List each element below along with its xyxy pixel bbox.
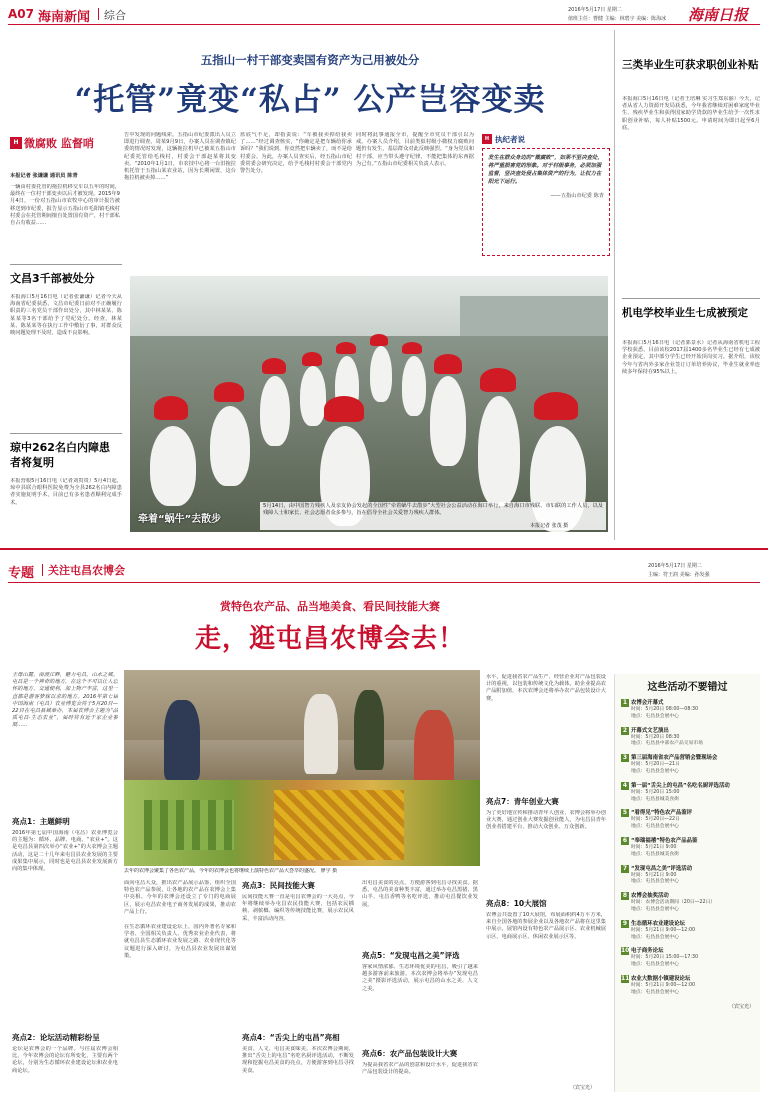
section-name: 海南新闻	[38, 10, 91, 25]
activity-item	[621, 892, 754, 914]
activity-number: 3	[622, 754, 628, 762]
activity-title-text: 电子商务论坛	[631, 948, 664, 955]
activity-title-text: “发现屯昌之美”评选活动	[631, 865, 692, 872]
highlight-5-body: 客家风情浓郁、生态环境优美的屯昌，吸引了越来越多游客前来旅游。本次农博会将举办“发现屯昌之美”摄影评选活动，展示屯昌的山水之美、人文之美。	[362, 964, 478, 992]
section-divider	[98, 8, 99, 20]
activity-item	[621, 975, 754, 997]
activity-number: 5	[622, 809, 628, 817]
activity-title-text: “看得见”特色农产品鉴评	[631, 810, 692, 817]
activity-location: 地点：屯昌县城美食街	[631, 851, 679, 857]
highlight-5-title: 亮点5：“发现屯昌之美”评选	[362, 951, 460, 960]
activity-time: 时间：5月20日 15:00	[631, 789, 680, 795]
newspaper-logo: 海南日报	[688, 6, 749, 24]
activity-time: 时间：5月20日—21日	[631, 762, 680, 768]
activity-title	[621, 865, 754, 873]
special-headline: 走，逛屯昌农博会去！	[194, 624, 465, 654]
activity-location: 地点：屯昌县会展中心	[631, 934, 679, 940]
lead-body-col4: 同时将此事通报全市，提醒全市党员干部引以为戒。办案人员介绍，目前类似村级小微权力腐败问题仍有发生，基层群众对此反映强烈。“身为党员和村干部，应当带头遵守纪律，不能把集体的东西据为己有。”五指山市纪委相关负责人表示。	[356, 132, 474, 167]
activity-title-text: 农博会开幕式	[631, 700, 664, 706]
page-number: A07	[8, 7, 34, 21]
activity-title-text: 农业大数据小镇建设论坛	[631, 975, 691, 982]
activities-box	[614, 674, 760, 1092]
activity-time: 时间：5月20日 08:30	[631, 734, 680, 740]
brief-2-body: 本报营根5月16日电（记者刘贵贵）5月4日起，琼中县联合眼科医院免费为全县262名白内障患者实施复明手术，目前已有多名患者顺利完成手术。	[10, 478, 122, 506]
photo-caption: 5月14日，由中国智力残疾人及亲友协会发起的全国性“牵着蜗牛去散步”大型社会公益活动在海口举行，来自海口市残联、市妇联的工作人员，以及残障人士和家长、社会志愿者众多参与，旨在倡导全社会关爱智力残疾人群体。	[260, 502, 606, 530]
section-break	[0, 548, 768, 550]
highlight-col5-text: 水平，促进我省农产品生产、经营企业对产品包装设计的重视，以包装和传统文化为载体，助企业提高农产品附加值，本次农博会还将举办农产品包装设计大赛。	[486, 674, 606, 702]
activity-time: 时间：5月21日 9:00—12:00	[631, 982, 696, 988]
highlight-3-body: 民间技能大赛一直是屯昌农博会的一大亮点，今年将继续举办屯昌农民技能大赛，包括农民插秧、剥槟榔、编织等传统技能比赛，展示农民风采，丰富活动内容。	[242, 894, 354, 922]
right-2-body: 本报海口5月16日电（记者郭景水）记者从海南省机电工程学校获悉，目前该校2017届1400多名毕业生已经有七成被企业预定，其中部分学生已经开始顶岗实习。据介绍，该校今年与省内外多家企业签订订单培养协议，毕业生就业率连续多年保持在95%以上。	[622, 340, 760, 375]
activity-time: 时间：农博会活动期间（20日—22日）	[631, 900, 716, 906]
activity-location: 地点：屯昌县会展中心	[631, 768, 679, 774]
activity-location: 地点：屯昌县中部农产品交易市场	[631, 741, 703, 747]
highlight-4-body: 美食、人文、屯昌美食味美。本次农博会期间，推出“舌尖上的屯昌”名吃名厨评选活动，不断发现和挖掘屯昌美食的亮点，方便游客到屯昌寻找美食。	[242, 1046, 354, 1074]
activity-number: 7	[622, 864, 628, 872]
activity-location: 地点：屯昌县会展中心	[631, 989, 679, 995]
activities-end-note: （宾宝光）	[728, 1003, 754, 1010]
lead-body-col2: 告中发现的问题线索。五指山市纪委派出人员立即进行调查。周某9月9日，办案人员在调查镇纪委的情况时发现，这辆拖拉机早已被某五指山市纪委托管给毛栈村，村委会干部赵某将其变卖。“2010年1月1日，市农技中心将一台旧拖拉机托管于五指山某农业站，因为长期闲置，这台拖拉机被卖掉……”	[124, 132, 236, 182]
highlight-col4-text: 出屯昌美食的亮点，方便游客到屯昌寻找美食。据悉，屯昌的美食种类丰富，通过举办屯昌黑猪、黑山羊、屯昌香鸭等名吃评选，推动屯昌餐饮业发展。	[362, 880, 478, 908]
date: 2016年5月17日 星期二	[568, 7, 622, 13]
activity-title	[621, 975, 754, 983]
activity-number: 1	[622, 699, 628, 706]
lead-kicker: 五指山一村干部变卖国有资产为己用被处分	[200, 53, 420, 67]
special-editors: 主编：符王润 美编：孙发强	[648, 572, 710, 578]
activity-item	[621, 837, 754, 859]
activity-title	[621, 754, 754, 762]
highlight-6-body: 为提高我省农产品的创意和设计水平，促进我省农产品包装设计的提高。	[362, 1062, 478, 1076]
activity-location: 地点：屯昌县会展中心	[631, 824, 679, 830]
column-tag	[10, 136, 102, 170]
highlight-2-title: 亮点2：论坛活动精彩纷呈	[12, 1033, 100, 1042]
activity-number: 6	[622, 836, 628, 844]
quote-tag: 执纪者说	[495, 135, 525, 144]
lead-body-col3: 蓝底气不足，却指责说：“车被我卖掉给我卖了……”经过调查核实，“你确定是把车辆给你承诉吗？”我们说到，你竟然把车辆卖了，而不是给村委会。为此，办案人员查实后，经五指山市纪委常委会研究决定，给予毛栈村村委会干部党内警告处分。	[240, 132, 352, 175]
highlight-6-title: 亮点6：农产品包装设计大赛	[362, 1049, 458, 1058]
activity-title-text: 农博会抽奖活动	[631, 893, 669, 900]
activity-location: 地点：屯昌县会展中心	[631, 906, 679, 912]
lead-byline: 本报记者 张谦谦 通讯员 陈青	[10, 173, 78, 179]
special-date: 2016年5月17日 星期二	[648, 563, 702, 569]
lead-headline: “托管”竟变“私占” 公产岂容变卖	[74, 82, 546, 118]
activity-time: 时间：5月20日—22日	[631, 817, 680, 823]
right-1-title: 三类毕业生可获求职创业补贴	[622, 59, 759, 71]
hk-icon: H	[482, 134, 492, 144]
brief-2-title: 琼中262名白内障患者将复明	[10, 441, 110, 469]
special-rule	[8, 582, 760, 583]
activities-list	[621, 699, 754, 997]
activity-item	[621, 699, 754, 721]
activity-title	[621, 727, 754, 735]
activity-number: 9	[622, 919, 628, 927]
highlight-1-title: 亮点1：主题鲜明	[12, 817, 70, 826]
market-photo	[124, 670, 480, 866]
special-lead: 王母山麓，南渡江畔，魅力屯昌，山水之城。屯昌是一个神奇的地方，在这个不可以让人忘怀的地方，交通便利，加上物产丰富，这里一直都是游客梦寐以求的地方。2016年第七届中国海南（屯昌）农业博览会将于5月20日—22日在屯昌县城举办，本届农博会主题为“品质屯昌·生态农业”，届时将有近千家企业参展……	[12, 672, 118, 729]
section-divider	[42, 564, 43, 576]
activity-number: 8	[622, 892, 628, 900]
highlight-7-title: 亮点7：青年创业大赛	[486, 797, 559, 806]
activity-location: 地点：屯昌县会展中心	[631, 713, 679, 719]
activity-time: 时间：5月21日 9:00	[631, 872, 677, 878]
activity-item	[621, 809, 754, 831]
highlight-3-title: 亮点3：民间技能大赛	[242, 881, 315, 890]
special-header	[8, 560, 760, 582]
activity-title	[621, 920, 754, 928]
highlight-1-body: 2016年第七届中国海南（屯昌）农业博览会的主题为：循环、品牌、电商、“农业+”。这是屯昌县第四次举办“农业+”的大农博会主题活动，这是二十几年来屯昌县农业发展的主要成果集中展示，同时也是屯昌县农业发展新方向的集中体现。	[12, 830, 118, 873]
special-end-note: （宾宝光）	[570, 1085, 596, 1091]
activity-item	[621, 727, 754, 749]
activity-location: 地点：屯昌县会展中心	[631, 962, 679, 968]
activity-number: 10	[621, 947, 630, 955]
activity-title-text: 第三届海南省农产品营销会暨现场会	[631, 755, 718, 762]
photo-caption-title: 牵着“蜗牛”去散步	[138, 514, 222, 525]
quote-source: ——五指山市纪委 陈青	[550, 193, 604, 199]
activity-time: 时间：5月21日 9:00	[631, 844, 677, 850]
event-photo	[130, 276, 608, 532]
activity-number: 2	[622, 726, 628, 734]
activity-item	[621, 920, 754, 942]
activity-item	[621, 947, 754, 969]
brief-1-title: 文昌3千部被处分	[10, 272, 95, 285]
right-1-body: 本报海口5月16日电（记者王培琳 实习生郑东丽）今天，记者从省人力资源开发局获悉，今年我省继续对困难家庭毕业生、残疾毕业生和获得国家助学贷款的毕业生给予一次性求职创业补贴，每人补贴1500元。申请时间为即日起至6月底。	[622, 96, 760, 131]
masthead	[8, 4, 760, 26]
activity-title-text: 开幕式文艺演出	[631, 727, 669, 734]
brief-divider	[10, 433, 122, 434]
activity-location: 地点：屯昌县城美食街	[631, 796, 679, 802]
activity-title	[621, 837, 754, 845]
activity-number: 11	[621, 974, 630, 982]
brief-divider	[622, 298, 760, 299]
column-tag-text: 微腐败 监督哨	[24, 137, 94, 150]
activity-time: 时间：5月21日 9:00—12:00	[631, 927, 696, 933]
right-divider	[614, 30, 615, 540]
activities-title: 这些活动不要错过	[647, 682, 728, 693]
activity-time: 时间：5月20日 15:00—17:30	[631, 955, 699, 961]
highlight-8-body: 农博会共设置了10大展馆，布展面积约4万平方米，来自全国各地的参展企业以及各地农产品将在这里集中展示，展馆内设有特色农产品展示区、农业机械展示区、电商展示区、休闲农业展示区等。	[486, 912, 606, 940]
brief-divider	[10, 264, 122, 265]
quote-text: 发生在群众身边的“微腐败”，如果不坚决查处，将严重损害党的形象。对于村级事务，必须加强监督，坚决查处侵占集体资产的行为，让权力在阳光下运行。	[488, 155, 603, 185]
highlight-2-body: 论坛是农博会的一个品牌。与往届农博会相比，今年农博会的论坛有所变化，主要有两个论坛，分别为生态循环农业建设论坛和农业电商论坛。	[12, 1046, 118, 1074]
lead-body-col1: 一辆由村委托管的拖拉机移交车以五年的时间，最终在一位村干部变卖以后才被发现。2015年9月4日，一份对五指山市农牧中心的审计报告被移送到市纪委，报告显示五指山市毛阳镇毛栈村村委会在托管期间擅自处置国有资产，村干部私自占有收益……	[10, 184, 120, 227]
highlight-7-body: 为了更好地宣传和推动青年人创业，农博会将举办创业大赛，通过创业大赛发掘创业能人，为屯昌县青年创业者搭建平台，推动大众创业、万众创新。	[486, 810, 606, 831]
activity-title-text: 第一届“舌尖上的屯昌”名吃名厨评选活动	[631, 782, 730, 789]
activity-item	[621, 754, 754, 776]
activity-location: 地点：屯昌县会展中心	[631, 879, 679, 885]
photo-credit: 本报记者 张茂 摄	[530, 523, 569, 529]
activity-title-text: 生态循环农业建设论坛	[631, 920, 685, 927]
activity-time: 时间：5月20日 08:00—08:30	[631, 707, 699, 712]
masthead-rule	[8, 24, 760, 25]
activity-item	[621, 782, 754, 804]
quote-box	[482, 134, 610, 264]
highlight-8-title: 亮点8：10大展馆	[486, 899, 547, 908]
highlight-col2-text-b: 在生态循环农业建设论坛上，国内外著名专家和学者、全国相关负责人、优秀农业企业代表，将就屯昌县生态循环农业发展之路、农业现代化等议题进行深入研讨，为屯昌县农业发展出谋划策。	[124, 924, 236, 959]
right-2-title: 机电学校毕业生七成被预定	[622, 307, 748, 319]
activity-title	[621, 699, 754, 707]
market-photo-caption: 去年的农博会聚集了各色农产品，今年的农博会也将继续上演特色农产品大荟萃的盛况。 廖宇 摄	[124, 868, 338, 874]
special-kicker: 赏特色农产品、品当地美食、看民间技能大赛	[220, 600, 440, 613]
highlight-4-title: 亮点4：“舌尖上的屯昌”亮相	[242, 1033, 340, 1042]
brief-1-body: 本报海口5月16日电（记者张谦谦）记者今天从海南省纪委获悉，文昌市纪委日前对不正确履行职责的三名党员干部作出处分，其中林某某、陈某某等3名干部给予了党纪处分。经查，林某某、陈某某等在执行工作中敷衍了事，对群众反映问题处理不及时，造成不良影响。	[10, 294, 122, 337]
special-section-name: 专题	[8, 566, 35, 581]
special-sub: 关注屯昌农博会	[48, 564, 125, 577]
editors: 值班主任：曹健 主编：林碧宇 美编：陈海冰	[568, 16, 667, 22]
hk-icon: H	[10, 137, 22, 149]
activity-title	[621, 892, 754, 900]
quote-frame	[482, 148, 610, 256]
activity-number: 4	[622, 781, 628, 789]
activity-item	[621, 865, 754, 887]
section-sub: 综合	[104, 9, 126, 22]
activity-title-text: “奉瑞福禧”特色农产品品鉴	[631, 837, 698, 844]
activity-title	[621, 782, 754, 790]
highlight-col2-text: 面向屯昌大众，推出农产品展示品鉴，组织全国特色农产品参展，让各地的农产品在农博会上集中亮相。今年的农博会还设立了专门的电商展区，展示屯昌农业电子商务发展的成果，推动农产品上行。	[124, 880, 236, 915]
